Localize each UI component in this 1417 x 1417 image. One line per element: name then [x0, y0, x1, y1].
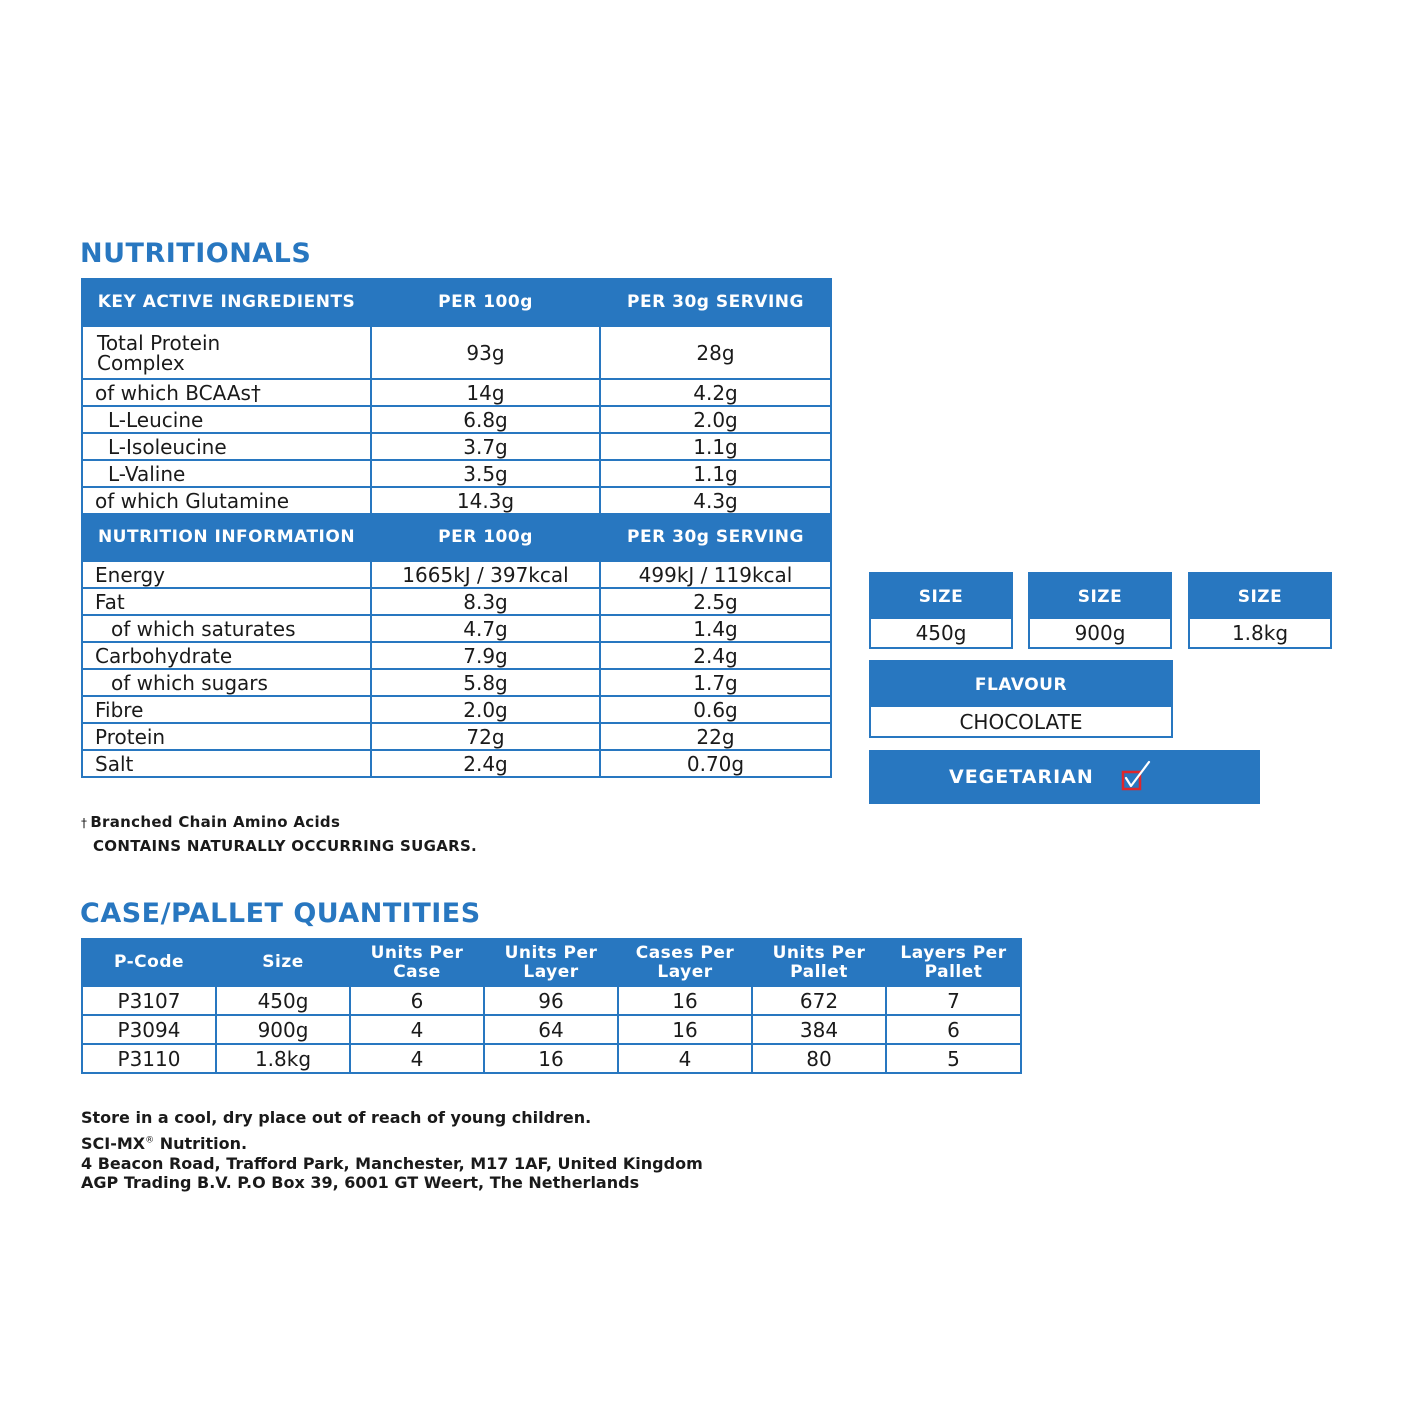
table-row: [82, 561, 831, 588]
cell-layers-per-pallet: 7: [886, 986, 1021, 1015]
row-value: 93g: [371, 326, 600, 379]
row-value: 22g: [600, 723, 831, 750]
footnote-bcaa: [81, 813, 340, 831]
cell-layers-per-pallet: 5: [886, 1044, 1021, 1073]
table-row: [82, 696, 831, 723]
brand-line: [81, 1134, 247, 1153]
header-cell: Units Per Layer: [484, 939, 618, 986]
row-value: 3.5g: [371, 460, 600, 487]
row-label: Carbohydrate: [82, 642, 371, 669]
cell-units-per-case: 6: [350, 986, 484, 1015]
size-label: SIZE: [1030, 574, 1170, 619]
size-box-450g: [869, 572, 1013, 649]
size-box-1-8kg: [1188, 572, 1332, 649]
row-value: 1.1g: [600, 433, 831, 460]
row-label: of which BCAAs†: [82, 379, 371, 406]
size-value: 1.8kg: [1231, 621, 1289, 645]
cell-pcode: P3094: [82, 1015, 216, 1044]
row-value: 4.2g: [600, 379, 831, 406]
cell-size: 1.8kg: [216, 1044, 350, 1073]
size-value: 450g: [915, 621, 967, 645]
table-row: [82, 723, 831, 750]
key-ingredients-header-row: [82, 279, 831, 326]
size-label: SIZE: [871, 574, 1011, 619]
row-label: L-Valine: [82, 460, 371, 487]
header-cell: Cases Per Layer: [618, 939, 752, 986]
row-value: 499kJ / 119kcal: [600, 561, 831, 588]
row-value: 4.3g: [600, 487, 831, 514]
row-value: 0.6g: [600, 696, 831, 723]
table-row: [82, 1044, 1021, 1073]
vegetarian-badge: [869, 750, 1260, 804]
nutrition-info-header-row: [82, 514, 831, 561]
case-pallet-title: CASE/PALLET QUANTITIES: [80, 898, 481, 929]
header-cell: PER 30g SERVING: [600, 279, 831, 326]
cell-cases-per-layer: 16: [618, 986, 752, 1015]
table-row: [82, 669, 831, 696]
row-label: L-Isoleucine: [82, 433, 371, 460]
row-value: 1665kJ / 397kcal: [371, 561, 600, 588]
row-label: L-Leucine: [82, 406, 371, 433]
cell-pcode: P3107: [82, 986, 216, 1015]
row-value: 2.4g: [600, 642, 831, 669]
header-cell: Units Per Pallet: [752, 939, 886, 986]
brand-name: SCI-MX: [81, 1134, 146, 1153]
cell-cases-per-layer: 4: [618, 1044, 752, 1073]
table-row: [82, 460, 831, 487]
row-value: 5.8g: [371, 669, 600, 696]
row-value: 7.9g: [371, 642, 600, 669]
row-value: 2.5g: [600, 588, 831, 615]
header-cell: Layers Per Pallet: [886, 939, 1021, 986]
size-value: 900g: [1074, 621, 1126, 645]
table-row: [82, 406, 831, 433]
row-label: Salt: [82, 750, 371, 777]
table-row: [82, 379, 831, 406]
cell-units-per-pallet: 80: [752, 1044, 886, 1073]
row-value: 4.7g: [371, 615, 600, 642]
registered-mark: ®: [145, 1135, 155, 1146]
cell-layers-per-pallet: 6: [886, 1015, 1021, 1044]
row-value: 2.0g: [600, 406, 831, 433]
flavour-value: CHOCOLATE: [959, 709, 1083, 734]
brand-suffix: Nutrition.: [154, 1134, 248, 1153]
row-label: Fat: [82, 588, 371, 615]
address-nl: AGP Trading B.V. P.O Box 39, 6001 GT Weert, The Netherlands: [81, 1173, 640, 1192]
cell-size: 900g: [216, 1015, 350, 1044]
header-cell: KEY ACTIVE INGREDIENTS: [82, 279, 371, 326]
case-pallet-table: [81, 938, 1022, 1074]
row-label: of which sugars: [82, 669, 371, 696]
row-value: 28g: [600, 326, 831, 379]
storage-note: Store in a cool, dry place out of reach of young children.: [81, 1108, 592, 1127]
cell-units-per-pallet: 672: [752, 986, 886, 1015]
footnote-text: Branched Chain Amino Acids: [90, 813, 341, 831]
address-uk: 4 Beacon Road, Trafford Park, Manchester, M17 1AF, United Kingdom: [81, 1154, 703, 1173]
table-row: [82, 326, 831, 379]
cell-pcode: P3110: [82, 1044, 216, 1073]
row-value: 6.8g: [371, 406, 600, 433]
size-box-900g: [1028, 572, 1172, 649]
header-cell: PER 30g SERVING: [600, 514, 831, 561]
row-value: 0.70g: [600, 750, 831, 777]
nutrition-table: [81, 278, 832, 778]
header-cell: PER 100g: [371, 279, 600, 326]
cell-units-per-case: 4: [350, 1015, 484, 1044]
dagger-mark: †: [81, 816, 88, 830]
cell-cases-per-layer: 16: [618, 1015, 752, 1044]
table-row: [82, 986, 1021, 1015]
cell-units-per-layer: 16: [484, 1044, 618, 1073]
table-row: [82, 1015, 1021, 1044]
row-value: 72g: [371, 723, 600, 750]
row-label: of which saturates: [82, 615, 371, 642]
header-cell: Size: [216, 939, 350, 986]
cell-units-per-case: 4: [350, 1044, 484, 1073]
case-header-row: [82, 939, 1021, 986]
row-label: Energy: [82, 561, 371, 588]
table-row: [82, 588, 831, 615]
cell-units-per-pallet: 384: [752, 1015, 886, 1044]
flavour-box: [869, 660, 1173, 738]
row-value: 8.3g: [371, 588, 600, 615]
footnote-sugars: CONTAINS NATURALLY OCCURRING SUGARS.: [93, 837, 478, 855]
table-row: [82, 487, 831, 514]
table-row: [82, 433, 831, 460]
row-value: 14.3g: [371, 487, 600, 514]
header-cell: PER 100g: [371, 514, 600, 561]
row-label: Total Protein Complex: [82, 326, 371, 379]
row-label: Protein: [82, 723, 371, 750]
header-cell: NUTRITION INFORMATION: [82, 514, 371, 561]
cell-units-per-layer: 96: [484, 986, 618, 1015]
row-value: 14g: [371, 379, 600, 406]
table-row: [82, 615, 831, 642]
row-label: Fibre: [82, 696, 371, 723]
vegetarian-label: VEGETARIAN: [949, 766, 1094, 788]
row-value: 2.4g: [371, 750, 600, 777]
size-label: SIZE: [1190, 574, 1330, 619]
header-cell: P-Code: [82, 939, 216, 986]
checkbox-checked-icon: [1120, 760, 1154, 794]
table-row: [82, 642, 831, 669]
row-value: 1.7g: [600, 669, 831, 696]
row-value: 1.1g: [600, 460, 831, 487]
table-row: [82, 750, 831, 777]
flavour-label: FLAVOUR: [871, 662, 1171, 707]
nutritionals-title: NUTRITIONALS: [80, 238, 312, 269]
row-value: 1.4g: [600, 615, 831, 642]
row-value: 2.0g: [371, 696, 600, 723]
row-value: 3.7g: [371, 433, 600, 460]
header-cell: Units Per Case: [350, 939, 484, 986]
cell-units-per-layer: 64: [484, 1015, 618, 1044]
row-label: of which Glutamine: [82, 487, 371, 514]
cell-size: 450g: [216, 986, 350, 1015]
